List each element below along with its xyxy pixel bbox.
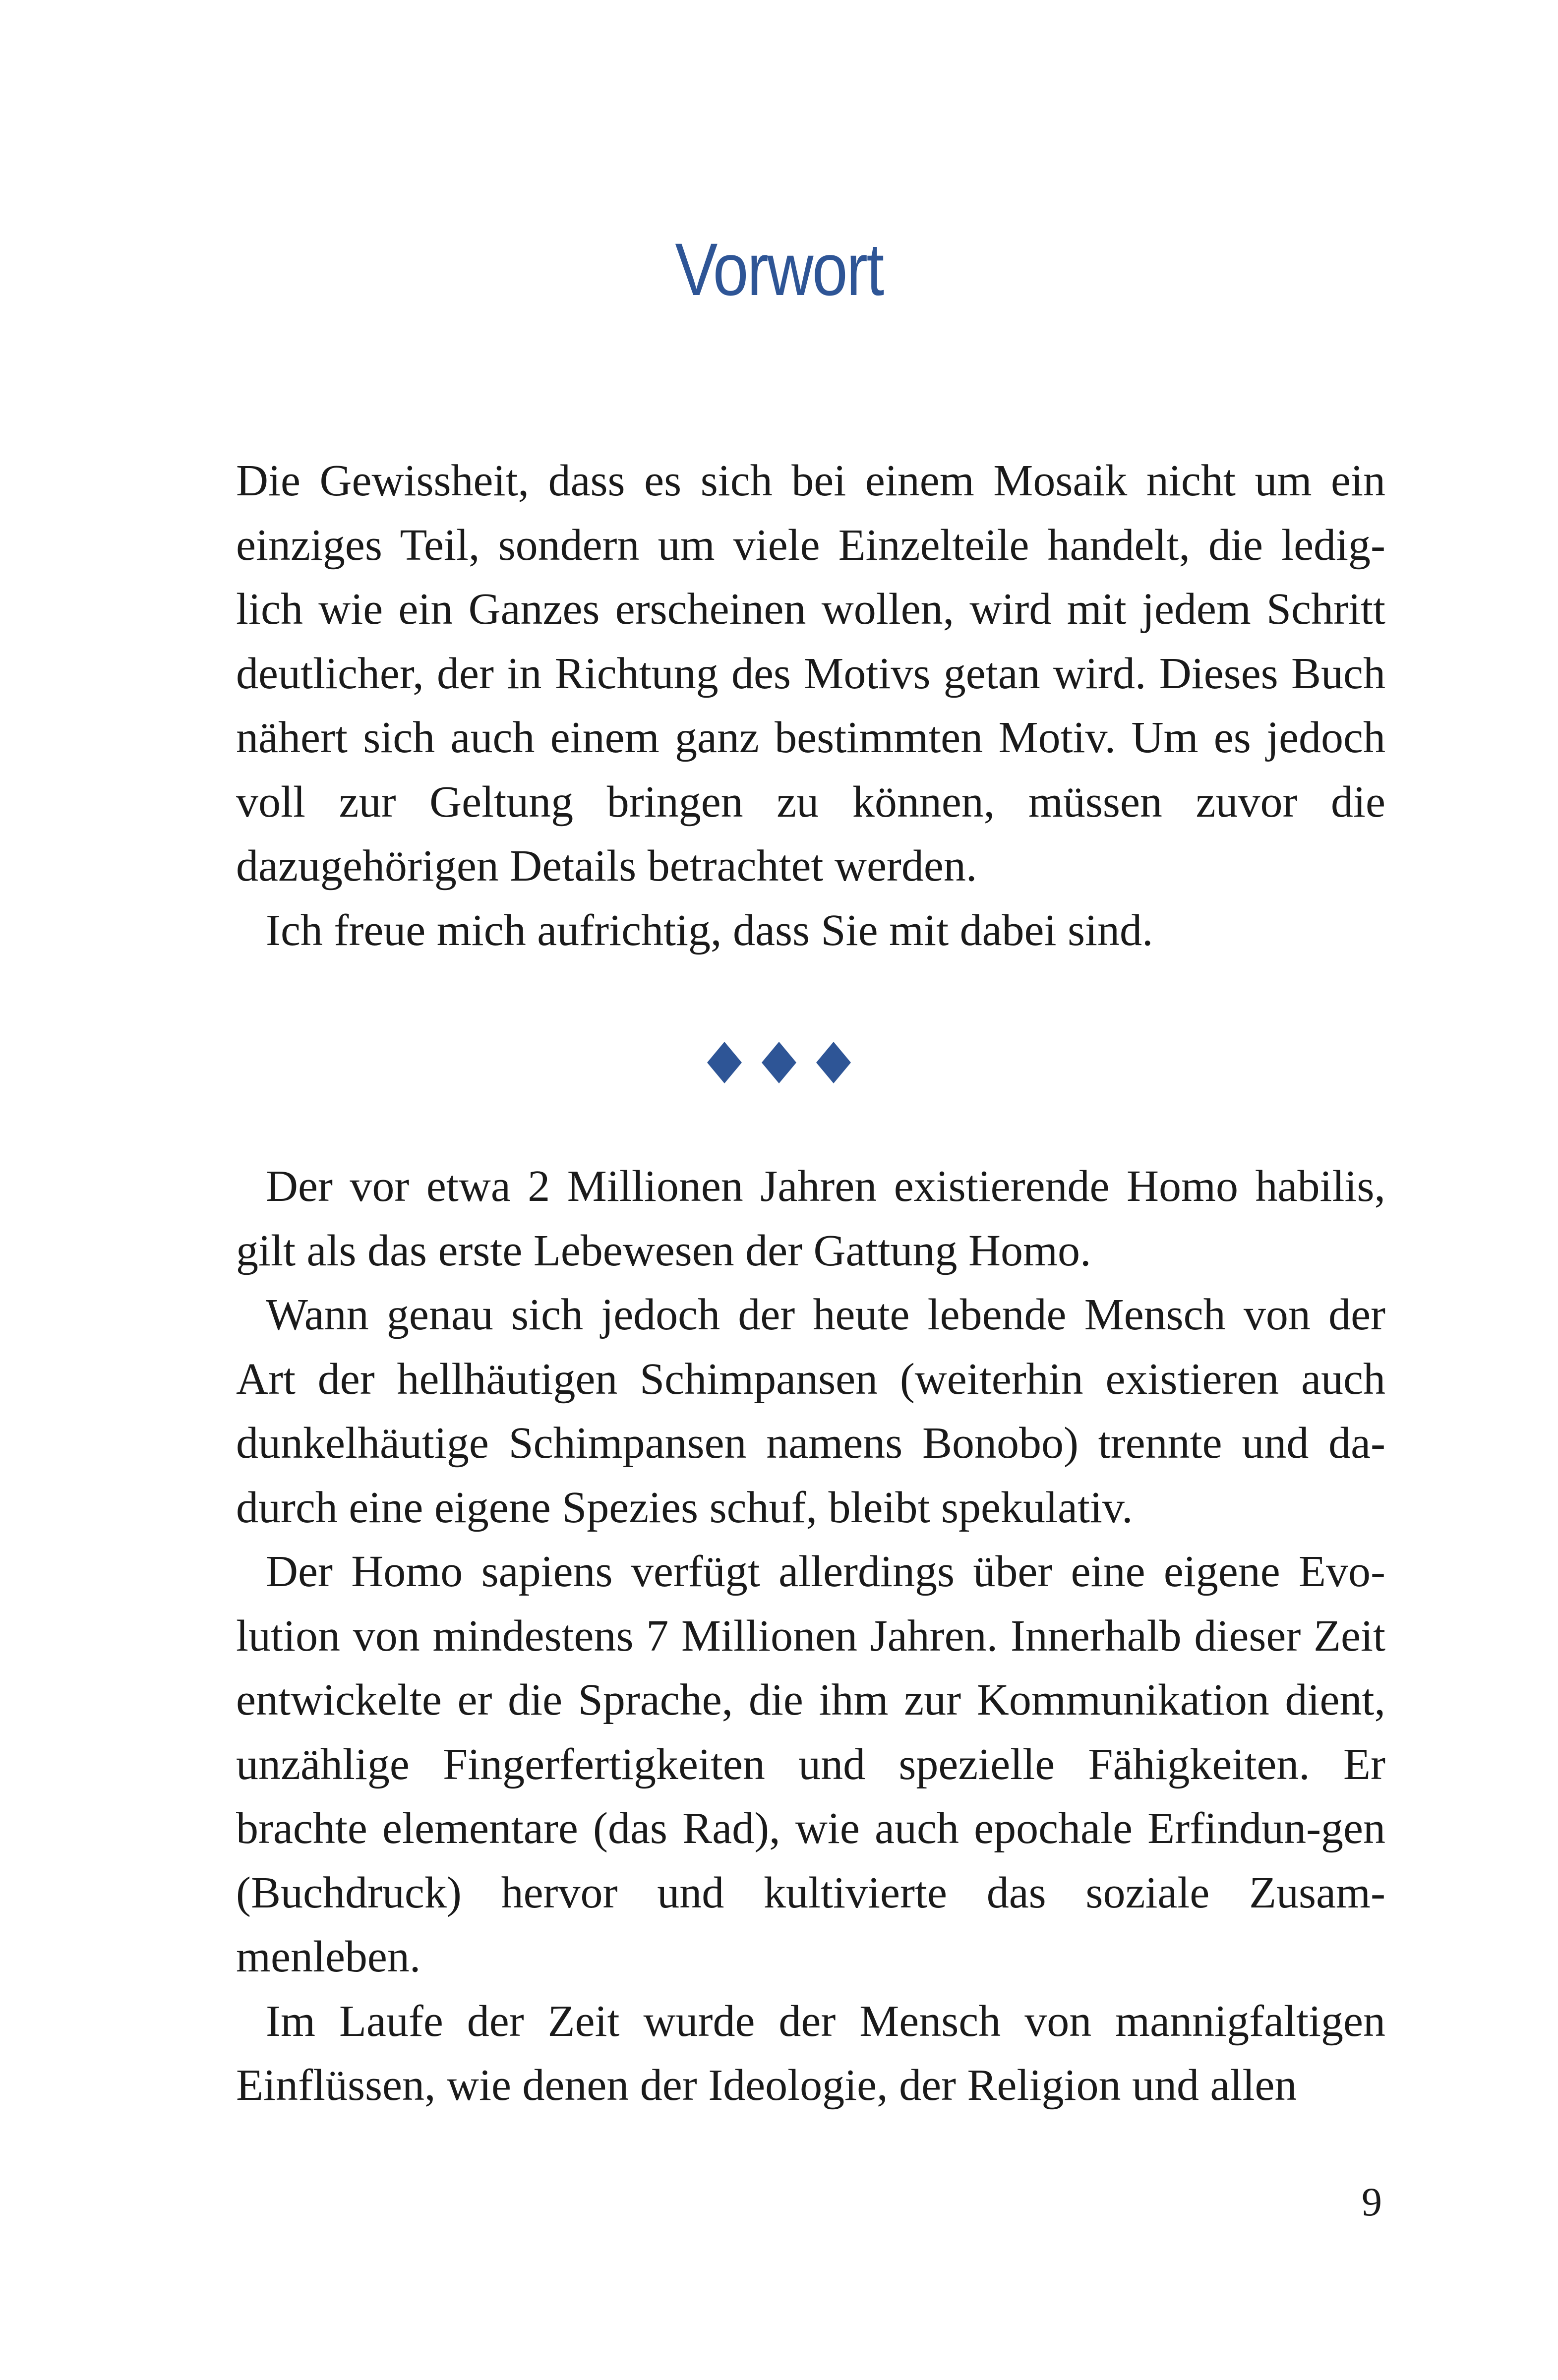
three-diamonds-ornament-icon bbox=[0, 1038, 1558, 1087]
paragraph: Ich freue mich aufrichtig, dass Sie mit dabei sind. bbox=[266, 905, 1153, 955]
page-number: 9 bbox=[1362, 2179, 1382, 2224]
main-text-section bbox=[236, 1154, 1385, 2118]
paragraph: Die Gewissheit, dass es sich bei einem Mosaik nicht um ein einziges Teil, sondern um viele Einzelteile handelt, die ledig-lich wie ein Ganzes erscheinen wollen, wird mit jedem Schritt deutlicher, der in Richtung des Motivs getan wird. Dieses Buch nähert sich auch einem ganz bestimmten Motiv. Um es jedoch voll zur Geltung bringen zu können, müssen zuvor die dazugehörigen Details betrachtet werden. bbox=[236, 456, 1385, 891]
chapter-title: Vorwort bbox=[675, 228, 883, 311]
paragraph: Wann genau sich jedoch der heute lebende Mensch von der Art der hellhäutigen Schimpansen (weiterhin existieren auch dunkelhäutige Schimpansen namens Bonobo) trennte und da-durch eine eigene Spezies schuf, bleibt spekulativ. bbox=[236, 1290, 1385, 1532]
paragraph: Der vor etwa 2 Millionen Jahren existierende Homo habilis, gilt als das erste Lebewesen der Gattung Homo. bbox=[236, 1162, 1385, 1275]
preface-section bbox=[236, 449, 1385, 962]
paragraph: Der Homo sapiens verfügt allerdings über eine eigene Evo-lution von mindestens 7 Millionen Jahren. Innerhalb dieser Zeit entwickelte er die Sprache, die ihm zur Kommunikation dient, unzählige Fingerfertigkeiten und spezielle Fähigkeiten. Er brachte elementare (das Rad), wie auch epochale Erfindun-gen (Buchdruck) hervor und kultivierte das soziale Zusam-menleben. bbox=[236, 1547, 1385, 1981]
paragraph: Im Laufe der Zeit wurde der Mensch von mannigfaltigen Einflüssen, wie denen der Ideologie, der Religion und allen bbox=[236, 1996, 1385, 2110]
